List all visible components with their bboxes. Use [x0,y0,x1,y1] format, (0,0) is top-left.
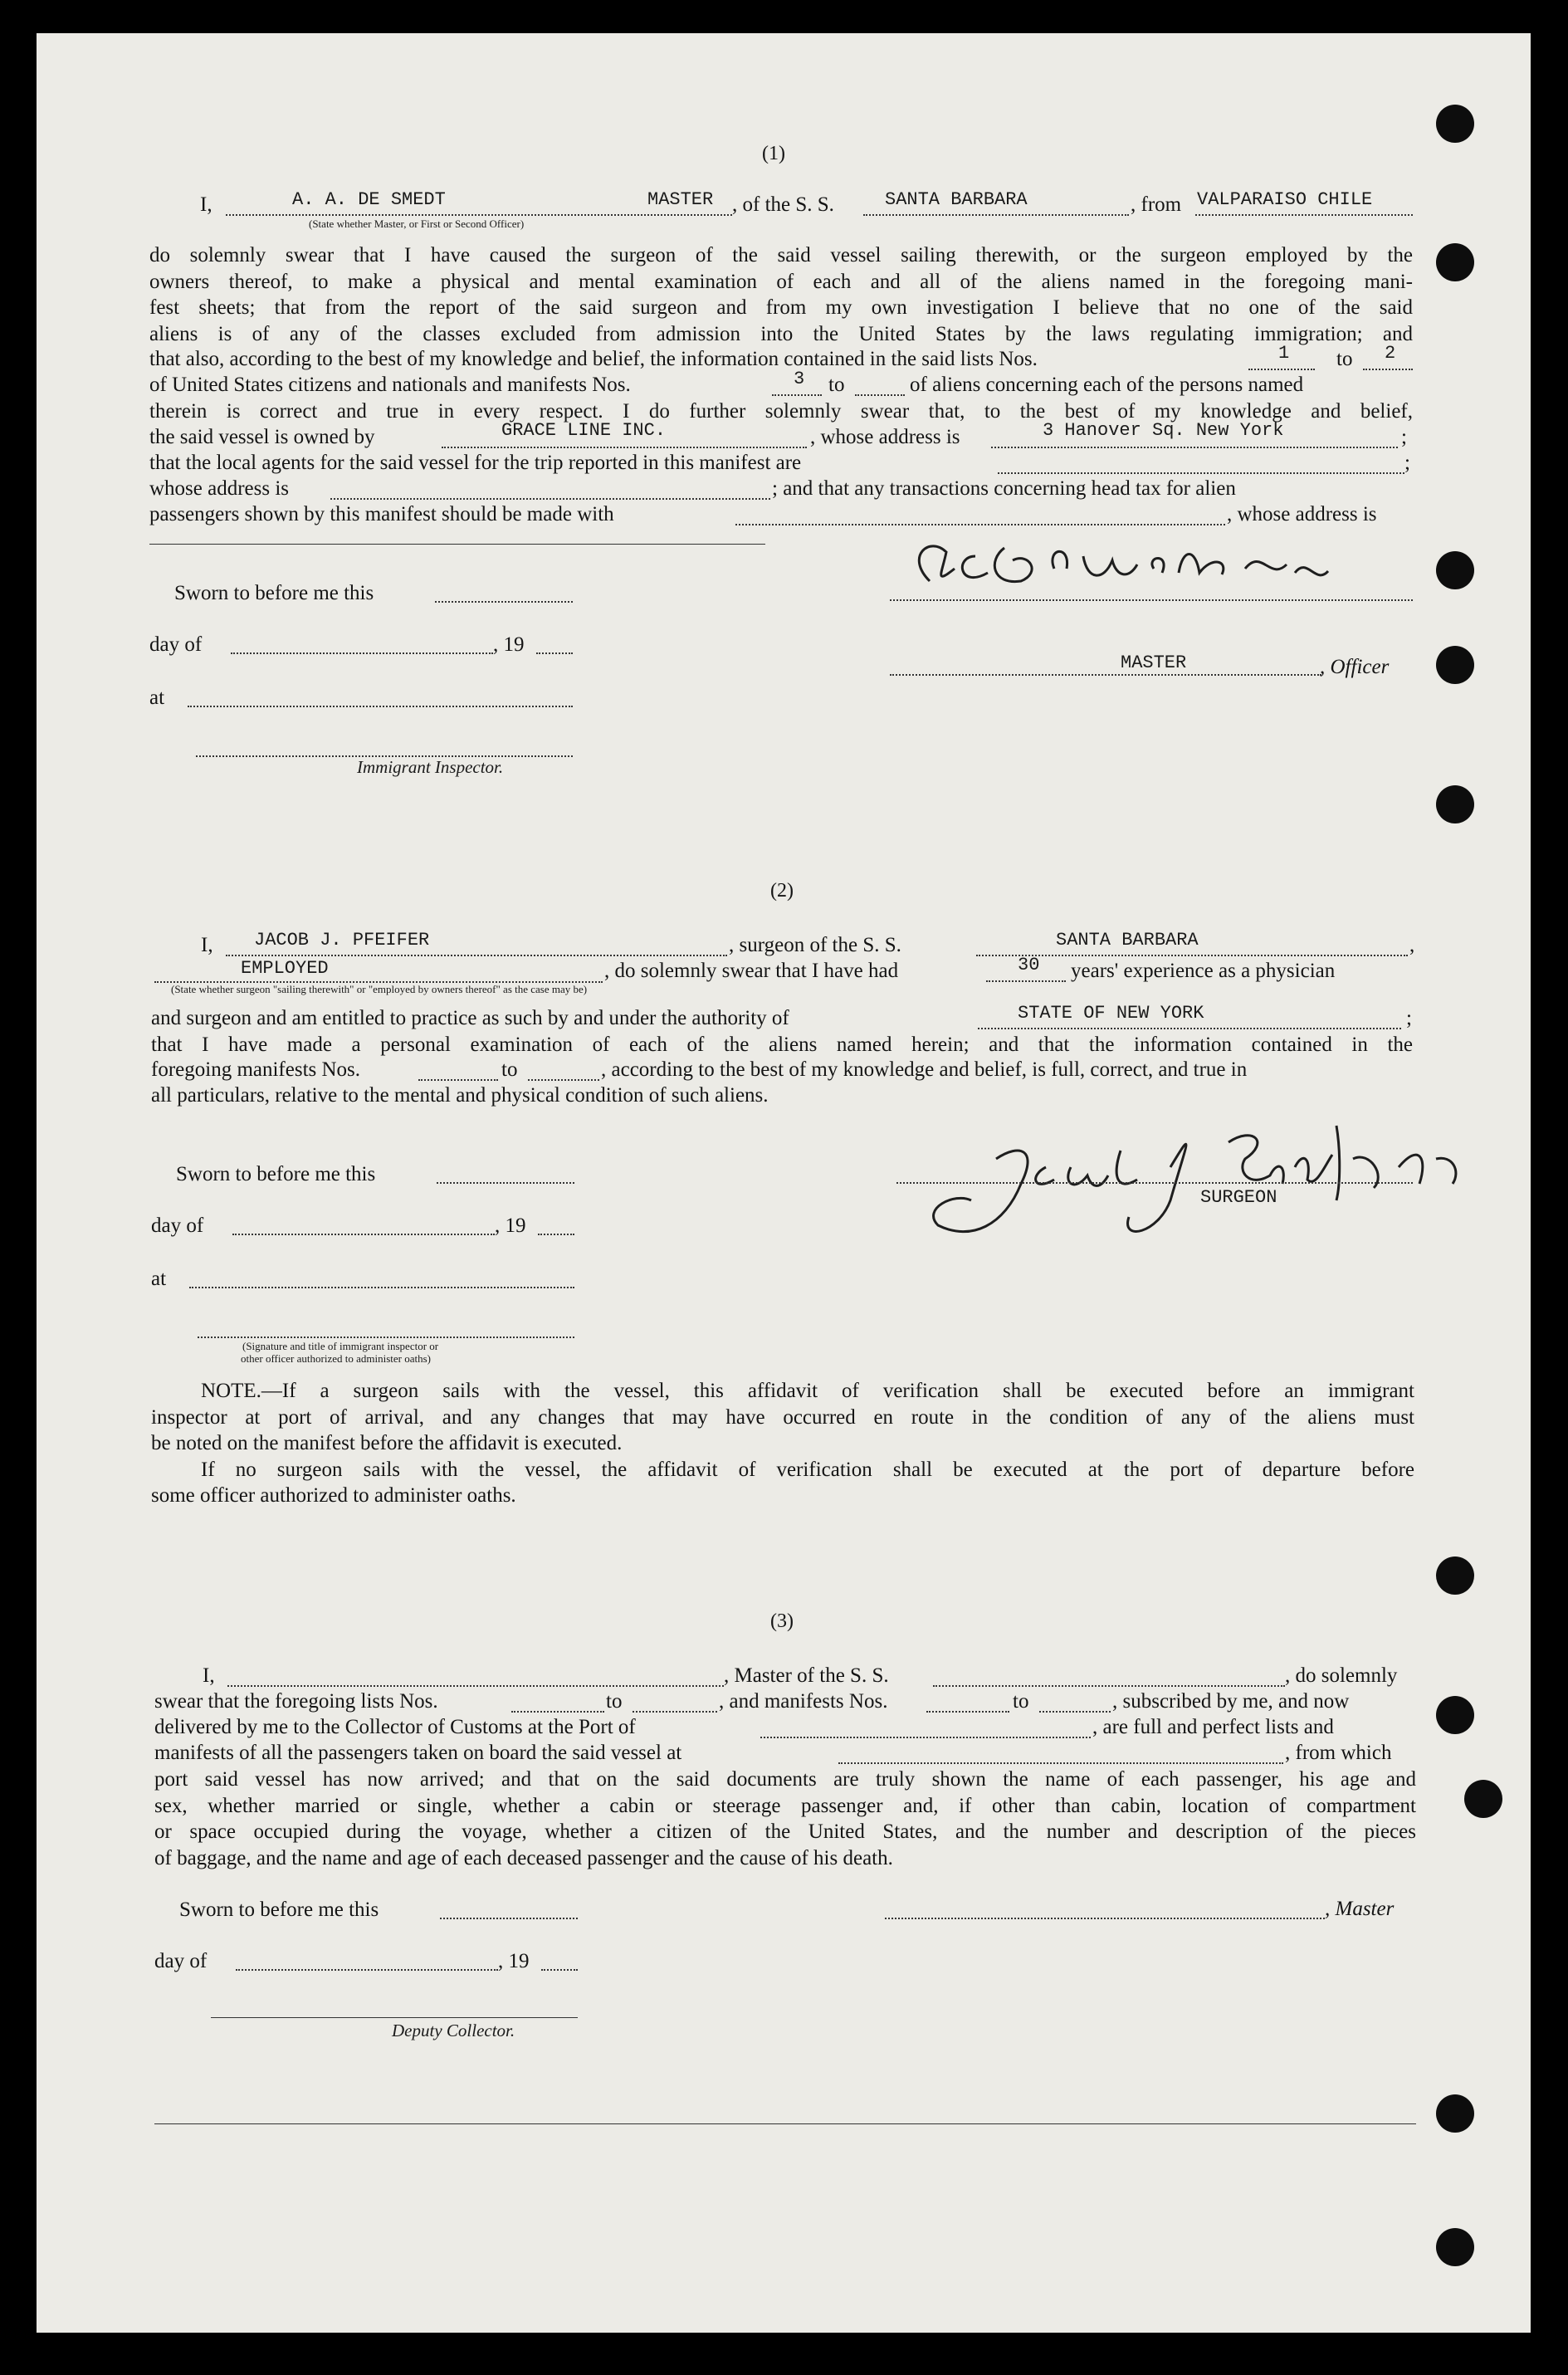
from-port-line [1195,214,1413,216]
text: whose address is [149,477,290,500]
text: ; and that any transactions concerning head tax for alien [772,477,1236,500]
master-name-line [226,214,732,216]
owner-address-line [991,447,1398,448]
master-name: A. A. DE SMEDT [292,189,446,210]
punch-hole [1436,2228,1474,2266]
manifest-from-line [418,1079,498,1081]
sworn-line [437,1182,574,1184]
text: , whose address is [810,426,960,448]
text: that also, according to the best of my knowledge and belief, the information contained in the said lists Nos. [149,348,1038,370]
at-line [189,1287,574,1288]
day-of-label: day of [151,1214,204,1237]
day-line [232,1234,495,1235]
text: that I have made a personal examination of each of the aliens named herein; and that the information contained in the [151,1034,1413,1056]
section3-body [154,1767,1416,1871]
note-line: inspector at port of arrival, and any changes that may have occurred en route in the condition of any of the aliens must [151,1405,1414,1429]
years-line [986,980,1066,982]
vessel-name: SANTA BARBARA [885,189,1028,210]
note-line: be noted on the manifest before the affidavit is executed. [151,1432,623,1454]
punch-hole [1464,1780,1502,1818]
at-label: at [151,1268,167,1290]
from-port: VALPARAISO CHILE [1197,189,1373,210]
text: manifests of all the passengers taken on board the said vessel at [154,1742,682,1764]
lists-from: 1 [1278,343,1290,364]
at-line [188,706,573,707]
text: , are full and perfect lists and [1092,1716,1334,1738]
manifests-from-line [772,394,822,396]
master-signature-line [885,1918,1325,1919]
inspector-caption: Immigrant Inspector. [357,757,504,777]
agents-line [998,472,1404,474]
text: , according to the best of my knowledge and belief, is full, correct, and true in [601,1058,1248,1081]
text: to [1336,348,1353,370]
vessel-line [933,1685,1285,1687]
authority: STATE OF NEW YORK [1018,1003,1204,1024]
sworn-label: Sworn to before me this [179,1899,379,1921]
punch-hole [1436,105,1474,143]
agents-address-line [330,498,770,500]
text: , whose address is [1227,503,1377,525]
master-signature-line [890,599,1413,601]
collector-signature-line [211,2017,578,2018]
year-line [536,652,573,654]
i-prefix: I, [201,934,213,956]
text: , do solemnly [1285,1664,1398,1687]
at-label: at [149,687,165,709]
rank: MASTER [647,189,714,210]
text: , do solemnly swear that I have had [604,960,899,982]
punch-hole [1436,2094,1474,2133]
text: and surgeon and am entitled to practice as such by and under the authority of [151,1007,789,1029]
surgeon-name: JACOB J. PFEIFER [254,930,430,950]
punch-hole [1436,243,1474,281]
surgeon-status: EMPLOYED [241,958,329,979]
text: of aliens concerning each of the persons named [910,374,1304,396]
surgeon-title: SURGEON [1200,1187,1277,1208]
sworn-line [435,601,573,603]
officer-label: , Officer [1320,656,1390,678]
text: port said vessel has now arrived; and that on the said documents are truly shown the name of each passenger, his age and [154,1768,1416,1791]
text: all particulars, relative to the mental and physical condition of such aliens. [151,1084,769,1107]
status-hint: (State whether surgeon "sailing therewith" or "employed by owners thereof" as the case may be) [171,983,588,995]
section-number: (2) [770,880,794,902]
day-of-label: day of [149,633,203,656]
sworn-label: Sworn to before me this [174,582,374,604]
owner-address: 3 Hanover Sq. New York [1043,420,1284,441]
master-signature [896,523,1411,606]
text: delivered by me to the Collector of Customs at the Port of [154,1716,636,1738]
punch-hole [1436,785,1474,823]
manifest-to-line [528,1079,599,1081]
text: , surgeon of the S. S. [729,934,901,956]
text: of baggage, and the name and age of each deceased passenger and the cause of his death. [154,1846,893,1869]
text: , and manifests Nos. [719,1690,888,1713]
day-line [231,652,493,654]
text: to [1013,1690,1029,1713]
text: swear that the foregoing lists Nos. [154,1690,438,1713]
text: of United States citizens and nationals and manifests Nos. [149,374,631,396]
port-line [760,1737,1091,1738]
text: to [606,1690,623,1713]
punch-hole [1436,1696,1474,1734]
punch-hole [1436,1556,1474,1595]
text: the said vessel is owned by [149,426,375,448]
day-line [236,1969,498,1971]
section-number: (3) [770,1610,794,1632]
lists-to-line [1363,369,1413,370]
note-line: some officer authorized to administer oaths. [151,1484,516,1507]
oath-officer-line [198,1337,574,1338]
collector-caption: Deputy Collector. [392,2021,515,2040]
sworn-line [440,1918,578,1919]
master-name-line [227,1685,724,1687]
vessel-line [976,955,1408,956]
section1-body [149,242,1413,347]
text: do solemnly swear that I have caused the surgeon of the said vessel sailing therewith, or the surgeon employed by the [149,244,1413,266]
i-prefix: I, [203,1664,215,1687]
text: , [1409,934,1415,956]
owner-line [442,447,807,448]
year-label: , 19 [495,1214,526,1237]
authority-line [978,1028,1401,1029]
lists-from-line [1248,369,1315,370]
note-line: NOTE.—If a surgeon sails with the vessel, this affidavit of verification shall be executed before an immigrant [201,1380,1414,1402]
oath-caption: (Signature and title of immigrant inspector or [242,1340,439,1352]
lists-to: 2 [1385,343,1396,364]
text: , of the S. S. [732,193,834,216]
vessel-line [863,214,1129,216]
year-line [541,1969,578,1971]
text: or space occupied during the voyage, whether a citizen of the United States, and the number and description of the pieces [154,1820,1416,1843]
punch-hole [1436,551,1474,589]
text: ; [1404,452,1410,474]
surgeon-name-line [226,955,727,956]
note [151,1378,1414,1509]
punch-hole [1436,646,1474,684]
section-number: (1) [762,143,785,164]
manifests-to-line [855,394,905,396]
text: aliens is of any of the classes excluded from admission into the United States by the laws regulating immigration; and [149,322,1413,345]
year-label: , 19 [493,633,525,656]
rank-hint: (State whether Master, or First or Second Officer) [309,217,525,230]
text: sex, whether married or single, whether a cabin or steerage passenger and, if other than cabin, location of compartment [154,1794,1416,1817]
officer-line [890,674,1321,676]
master-label: , Master [1325,1898,1395,1920]
text: ; [1401,426,1407,448]
years-experience: 30 [1018,955,1040,975]
bottom-rule [154,2123,1416,2124]
oath-caption: other officer authorized to administer oaths) [241,1352,431,1365]
vessel-name: SANTA BARBARA [1056,930,1199,950]
sworn-label: Sworn to before me this [176,1163,376,1185]
lists-from-line [511,1711,604,1713]
lists-to-line [633,1711,717,1713]
text: foregoing manifests Nos. [151,1058,361,1081]
note-line: If no surgeon sails with the vessel, the affidavit of verification shall be executed at the port of departure before [201,1458,1414,1481]
surgeon-signature-line [896,1182,1413,1184]
text: , subscribed by me, and now [1112,1690,1350,1713]
text: years' experience as a physician [1071,960,1336,982]
manifests-to-line [1039,1711,1111,1713]
officer-title: MASTER [1121,652,1187,673]
manifests-from-line [926,1711,1009,1713]
i-prefix: I, [200,193,212,216]
text: to [828,374,845,396]
text: passengers shown by this manifest should be made with [149,503,614,525]
text: ; [1406,1007,1412,1029]
year-line [538,1234,574,1235]
text: , Master of the S. S. [724,1664,889,1687]
day-of-label: day of [154,1950,208,1972]
text: , from [1131,193,1182,216]
text: , from which [1285,1742,1392,1764]
rule [149,544,765,545]
text: owners thereof, to make a physical and mental examination of each and all of the aliens named in the foregoing mani- [149,270,1413,293]
year-label: , 19 [498,1950,530,1972]
surgeon-signature [921,1109,1552,1258]
manifests-from: 3 [794,369,805,389]
embark-port-line [838,1762,1283,1764]
text: therein is correct and true in every respect. I do further solemnly swear that, to the best of my knowledge and belief, [149,400,1413,423]
section2-line4 [151,1032,1413,1058]
owner: GRACE LINE INC. [501,420,667,441]
text: fest sheets; that from the report of the said surgeon and from my own investigation I believe that no one of the said [149,296,1413,319]
text: that the local agents for the said vessel for the trip reported in this manifest are [149,452,802,474]
text: to [501,1058,518,1081]
